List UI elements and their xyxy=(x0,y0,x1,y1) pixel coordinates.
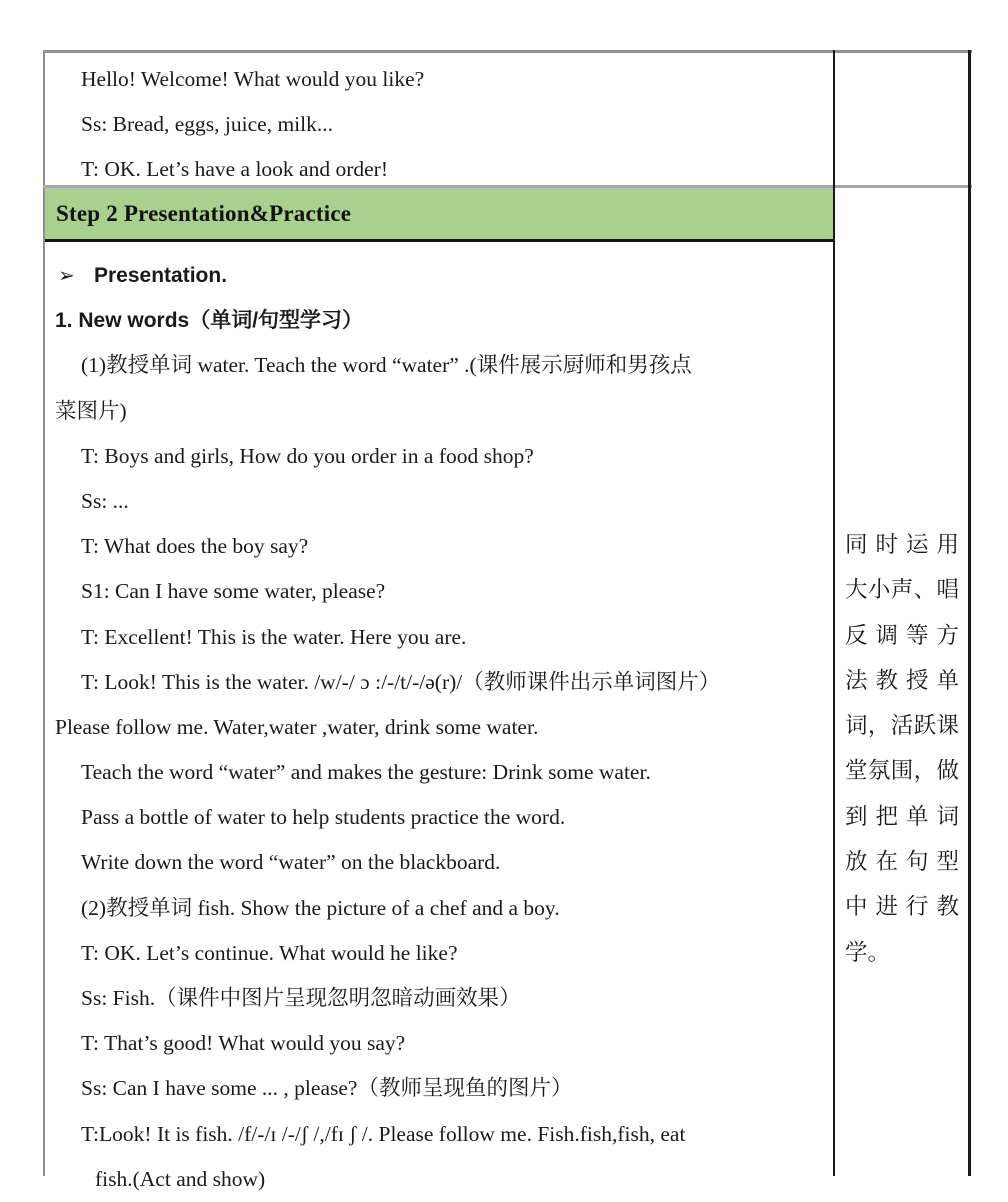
annotation-line: 学。 xyxy=(845,939,891,965)
lesson-line: Ss: ... xyxy=(81,488,129,513)
lesson-line: Pass a bottle of water to help students practice the word. xyxy=(81,805,566,830)
table-column-divider xyxy=(833,50,835,1176)
lesson-line: T: What does the boy say? xyxy=(81,534,309,559)
lesson-line: T:Look! It is fish. /f/-/ɪ /-/ʃ /,/fɪ ʃ /. Please follow me. Fish.fish,fish, eat xyxy=(81,1121,686,1146)
lesson-line: (1)教授单词 water. Teach the word “water” .(课件展示厨师和男孩点 xyxy=(81,353,692,378)
lesson-line: Ss: Fish.（课件中图片呈现忽明忽暗动画效果） xyxy=(81,986,521,1010)
presentation-heading xyxy=(55,253,833,298)
dialogue-line: Ss: Bread, eggs, juice, milk... xyxy=(81,112,333,137)
lesson-line: T: Excellent! This is the water. Here you are. xyxy=(81,624,467,649)
new-words-heading: 1. New words（单词/句型学习） xyxy=(55,309,364,333)
annotation-line: 中进行教 xyxy=(845,894,959,920)
dialogue-line: Hello! Welcome! What would you like? xyxy=(81,67,425,91)
lesson-line: Teach the word “water” and makes the gesture: Drink some water. xyxy=(81,760,651,785)
lesson-line: Please follow me. Water,water ,water, drink some water. xyxy=(55,714,539,739)
dialogue-cell-top xyxy=(45,53,833,185)
step-header-title: Step 2 Presentation&Practice xyxy=(56,200,352,226)
lesson-line: S1: Can I have some water, please? xyxy=(81,579,386,604)
presentation-heading-label: Presentation. xyxy=(94,264,228,287)
lesson-plan-table xyxy=(43,50,972,1191)
arrow-bullet-icon: ➢ xyxy=(58,263,75,287)
annotation-line: 法教授单 xyxy=(845,667,959,693)
step-header-bar xyxy=(45,188,833,242)
lesson-line: Ss: Can I have some ... , please?（教师呈现鱼的图片） xyxy=(81,1076,573,1101)
annotation-line: 放在句型 xyxy=(845,849,959,875)
table-border-right xyxy=(968,50,971,1176)
lesson-line-clipped: fish.(Act and show) xyxy=(95,1166,266,1191)
lesson-line: (2)教授单词 fish. Show the picture of a chef and a boy. xyxy=(81,895,560,920)
lesson-line: 菜图片) xyxy=(55,398,127,423)
annotation-line: 到把单词 xyxy=(845,803,959,829)
annotation-line: 堂氛围，做 xyxy=(845,758,959,784)
lesson-line: T: OK. Let’s continue. What would he like? xyxy=(81,940,458,965)
annotation-cell xyxy=(835,188,968,1176)
table-border-left xyxy=(43,50,45,1176)
dialogue-line: T: OK. Let’s have a look and order! xyxy=(81,157,388,182)
lesson-line: T: That’s good! What would you say? xyxy=(81,1031,406,1056)
lesson-line: T: Look! This is the water. /w/-/ ɔ :/-/t/-/ə(r)/（教师课件出示单词图片） xyxy=(81,669,721,694)
annotation-line: 大小声、唱 xyxy=(845,577,959,603)
lesson-line: Write down the word “water” on the blackboard. xyxy=(81,850,501,875)
annotation-line: 同时运用 xyxy=(845,532,959,557)
annotation-line: 词，活跃课 xyxy=(845,713,959,739)
lesson-line: T: Boys and girls, How do you order in a food shop? xyxy=(81,443,534,468)
annotation-line: 反调等方 xyxy=(845,622,959,648)
lesson-content-cell xyxy=(45,245,833,1191)
